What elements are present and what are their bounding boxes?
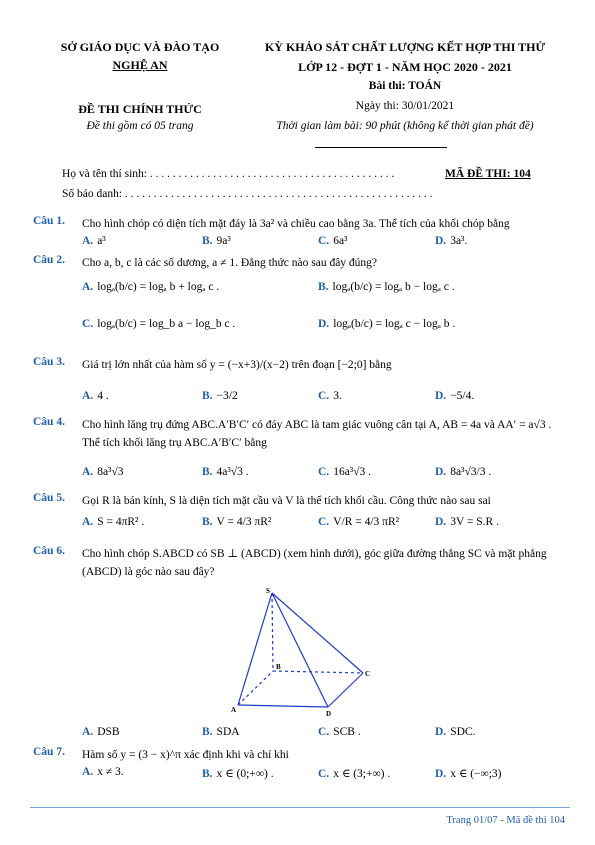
label-c: C [365, 670, 371, 678]
option-text: 9a³ [216, 235, 231, 247]
question-text: Cho hình chóp có diện tích mặt đáy là 3a² và chiều cao bằng 3a. Thể tích của khối chóp bằng [82, 218, 510, 230]
edge-sb [272, 593, 273, 671]
option-letter: B. [202, 390, 213, 402]
option-letter: D. [435, 768, 447, 780]
option-d [435, 726, 475, 738]
option-text: 4a³√3 . [216, 466, 249, 478]
option-letter: D. [318, 318, 330, 330]
option-c [318, 516, 399, 528]
candidate-name-field: Họ và tên thí sinh: . . . . . . . . . . . . . . . . . . . . . . . . . . . . . . . . . . . . . . . . . . . [62, 168, 395, 180]
label-a: A [231, 706, 237, 714]
option-letter: D. [435, 726, 447, 738]
option-a [82, 516, 144, 528]
option-letter: C. [82, 318, 94, 330]
option-b [202, 390, 238, 402]
question-label: Câu 4. [33, 416, 65, 428]
option-text: 6a³ [333, 235, 348, 247]
footer-divider [30, 807, 570, 808]
question-text: Cho a, b, c là các số dương, a ≠ 1. Đẳng thức nào sau đây đúng? [82, 257, 378, 269]
option-letter: C. [318, 390, 330, 402]
option-text: 4 . [97, 390, 109, 402]
option-letter: A. [82, 466, 94, 478]
edge-sd [272, 593, 328, 707]
option-c [82, 318, 235, 330]
option-c [318, 766, 390, 780]
option-text: x ≠ 3. [97, 766, 124, 778]
option-d [435, 766, 502, 780]
option-b [202, 516, 271, 528]
department-name: SỞ GIÁO DỤC VÀ ĐÀO TẠO [60, 40, 220, 54]
option-text: S = 4πR² . [97, 516, 145, 528]
option-b [202, 766, 274, 780]
option-text: x ∈ (3;+∞) . [333, 768, 391, 780]
exam-title: KỲ KHẢO SÁT CHẤT LƯỢNG KẾT HỢP THI THỬ [264, 40, 546, 54]
page-footer: Trang 01/07 - Mã đề thi 104 [446, 815, 565, 826]
question-label: Câu 1. [33, 215, 65, 227]
option-letter: A. [82, 390, 94, 402]
option-text: DSB [97, 726, 120, 738]
option-b [202, 466, 249, 478]
option-letter: B. [202, 235, 213, 247]
option-d [318, 318, 455, 330]
option-letter: B. [318, 281, 329, 293]
option-letter: B. [202, 768, 213, 780]
option-letter: C. [318, 466, 330, 478]
option-c [318, 726, 361, 738]
option-text: 16a³√3 . [333, 466, 372, 478]
edge-dc [328, 673, 363, 707]
candidate-id-field: Số báo danh: . . . . . . . . . . . . . . . . . . . . . . . . . . . . . . . . . . . . . . . . . . . . . . . . . . . . . . [62, 188, 433, 200]
question-label: Câu 3. [33, 356, 65, 368]
edge-sc [272, 593, 363, 673]
pyramid-figure [220, 585, 380, 720]
page-count-note: Đề thi gồm có 05 trang [86, 120, 194, 132]
question-text: Hàm số y = (3 − x)^π xác định khi và chỉ khi [82, 749, 289, 761]
option-letter: D. [435, 466, 447, 478]
option-c [318, 466, 371, 478]
option-a [82, 281, 219, 293]
edge-sa [238, 593, 272, 705]
option-text: −5/4. [450, 390, 475, 402]
option-text: logₐ(b/c) = logₐ b + logₐ c . [97, 281, 220, 293]
question-label: Câu 2. [33, 254, 65, 266]
option-a [82, 766, 124, 778]
option-b [202, 235, 231, 247]
option-letter: B. [202, 516, 213, 528]
option-a [82, 235, 106, 247]
option-text: logₐ(b/c) = log_b a − log_b c . [97, 318, 236, 330]
exam-date: Ngày thi: 30/01/2021 [355, 100, 455, 112]
option-letter: C. [318, 235, 330, 247]
question-label: Câu 7. [33, 746, 65, 758]
edge-ad [238, 705, 328, 707]
option-text: SCB . [333, 726, 361, 738]
option-letter: D. [435, 235, 447, 247]
option-text: 3V = S.R . [450, 516, 499, 528]
option-text: SDA [216, 726, 240, 738]
option-text: 8a³√3 [97, 466, 124, 478]
province-name: NGHỆ AN [112, 58, 168, 72]
option-letter: A. [82, 281, 94, 293]
option-text: V/R = 4/3 πR² [333, 516, 400, 528]
option-letter: C. [318, 516, 330, 528]
header-divider [315, 147, 447, 148]
edge-bc [273, 671, 363, 673]
exam-duration: Thời gian làm bài: 90 phút (không kể thời gian phát đề) [276, 120, 534, 132]
option-text: 3. [333, 390, 342, 402]
option-letter: C. [318, 726, 330, 738]
option-letter: D. [435, 516, 447, 528]
option-letter: B. [202, 466, 213, 478]
option-letter: A. [82, 726, 94, 738]
question-text: Cho hình chóp S.ABCD có SB ⊥ (ABCD) (xem hình dưới), góc giữa đường thẳng SC và mặt phẳng (ABCD) là góc nào sau đây? [82, 548, 547, 578]
option-d [435, 516, 499, 528]
question-label: Câu 6. [33, 545, 65, 557]
label-b: B [276, 663, 281, 671]
label-s: S [266, 587, 270, 595]
exam-code: MÃ ĐỀ THI: 104 [445, 168, 531, 180]
option-b [318, 281, 455, 293]
option-letter: A. [82, 766, 94, 778]
option-letter: D. [435, 390, 447, 402]
option-c [318, 235, 348, 247]
option-d [435, 466, 491, 478]
question-text: Cho hình lăng trụ đứng ABC.A′B′C′ có đáy ABC là tam giác vuông cân tại A, AB = 4a và AA′ = a√3 . Thể tích khối lăng trụ ABC.A′B′C′ bằng [82, 419, 552, 449]
option-letter: A. [82, 516, 94, 528]
option-a [82, 726, 120, 738]
label-d: D [326, 710, 332, 718]
option-text: logₐ(b/c) = logₐ c − logₐ b . [333, 318, 456, 330]
option-text: 3a³. [450, 235, 468, 247]
option-text: SDC. [450, 726, 476, 738]
question-text: Giá trị lớn nhất của hàm số y = (−x+3)/(x−2) trên đoạn [−2;0] bằng [82, 359, 392, 371]
option-text: logₐ(b/c) = logₐ b − logₐ c . [332, 281, 455, 293]
option-text: x ∈ (−∞;3) [450, 768, 502, 780]
official-exam-label: ĐỀ THI CHÍNH THỨC [78, 102, 202, 116]
option-letter: B. [202, 726, 213, 738]
option-text: −3/2 [216, 390, 238, 402]
question-text: Gọi R là bán kính, S là diện tích mặt cầu và V là thể tích khối cầu. Công thức nào sau sai [82, 495, 491, 507]
option-letter: A. [82, 235, 94, 247]
option-b [202, 726, 240, 738]
option-letter: C. [318, 768, 330, 780]
option-text: V = 4/3 πR² [216, 516, 272, 528]
option-c [318, 390, 342, 402]
option-d [435, 235, 467, 247]
option-text: 8a³√3/3 . [450, 466, 492, 478]
option-text: a³ [97, 235, 106, 247]
option-a [82, 466, 124, 478]
option-a [82, 390, 109, 402]
exam-subtitle: LỚP 12 - ĐỢT 1 - NĂM HỌC 2020 - 2021 [298, 60, 512, 74]
option-text: x ∈ (0;+∞) . [216, 768, 274, 780]
subject: Bài thi: TOÁN [368, 80, 442, 92]
question-label: Câu 5. [33, 492, 65, 504]
option-d [435, 390, 474, 402]
